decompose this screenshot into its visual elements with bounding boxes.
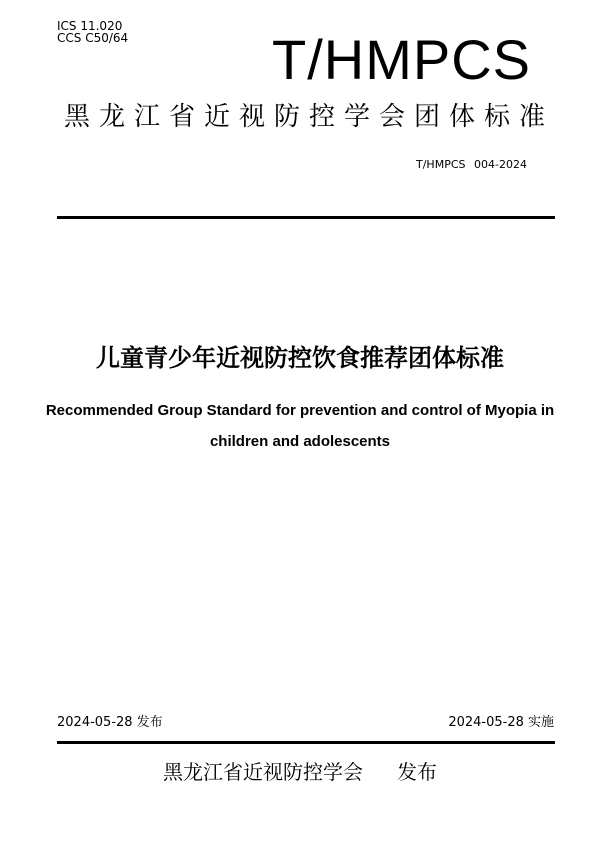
bottom-divider bbox=[57, 741, 555, 744]
organization-standard-heading: 黑龙江省近视防控学会团体标准 bbox=[64, 102, 555, 132]
top-divider bbox=[57, 216, 555, 219]
ics-code: ICS 11.020 bbox=[57, 19, 123, 33]
standard-code: T/HMPCS bbox=[272, 28, 531, 91]
issuer-line bbox=[0, 756, 600, 785]
document-number: T/HMPCS 004-2024 bbox=[416, 158, 527, 171]
ccs-code: CCS C50/64 bbox=[57, 31, 129, 45]
title-chinese: 儿童青少年近视防控饮食推荐团体标准 bbox=[96, 344, 504, 372]
issuer-name: 黑龙江省近视防控学会 bbox=[163, 760, 363, 784]
title-english-line2: children and adolescents bbox=[209, 433, 391, 450]
title-english-line1: Recommended Group Standard for prevention and control of Myopia in bbox=[45, 402, 555, 419]
issue-label: 发布 bbox=[397, 760, 437, 784]
publish-date: 2024-05-28 发布 bbox=[57, 715, 163, 730]
effective-date: 2024-05-28 实施 bbox=[448, 715, 554, 730]
